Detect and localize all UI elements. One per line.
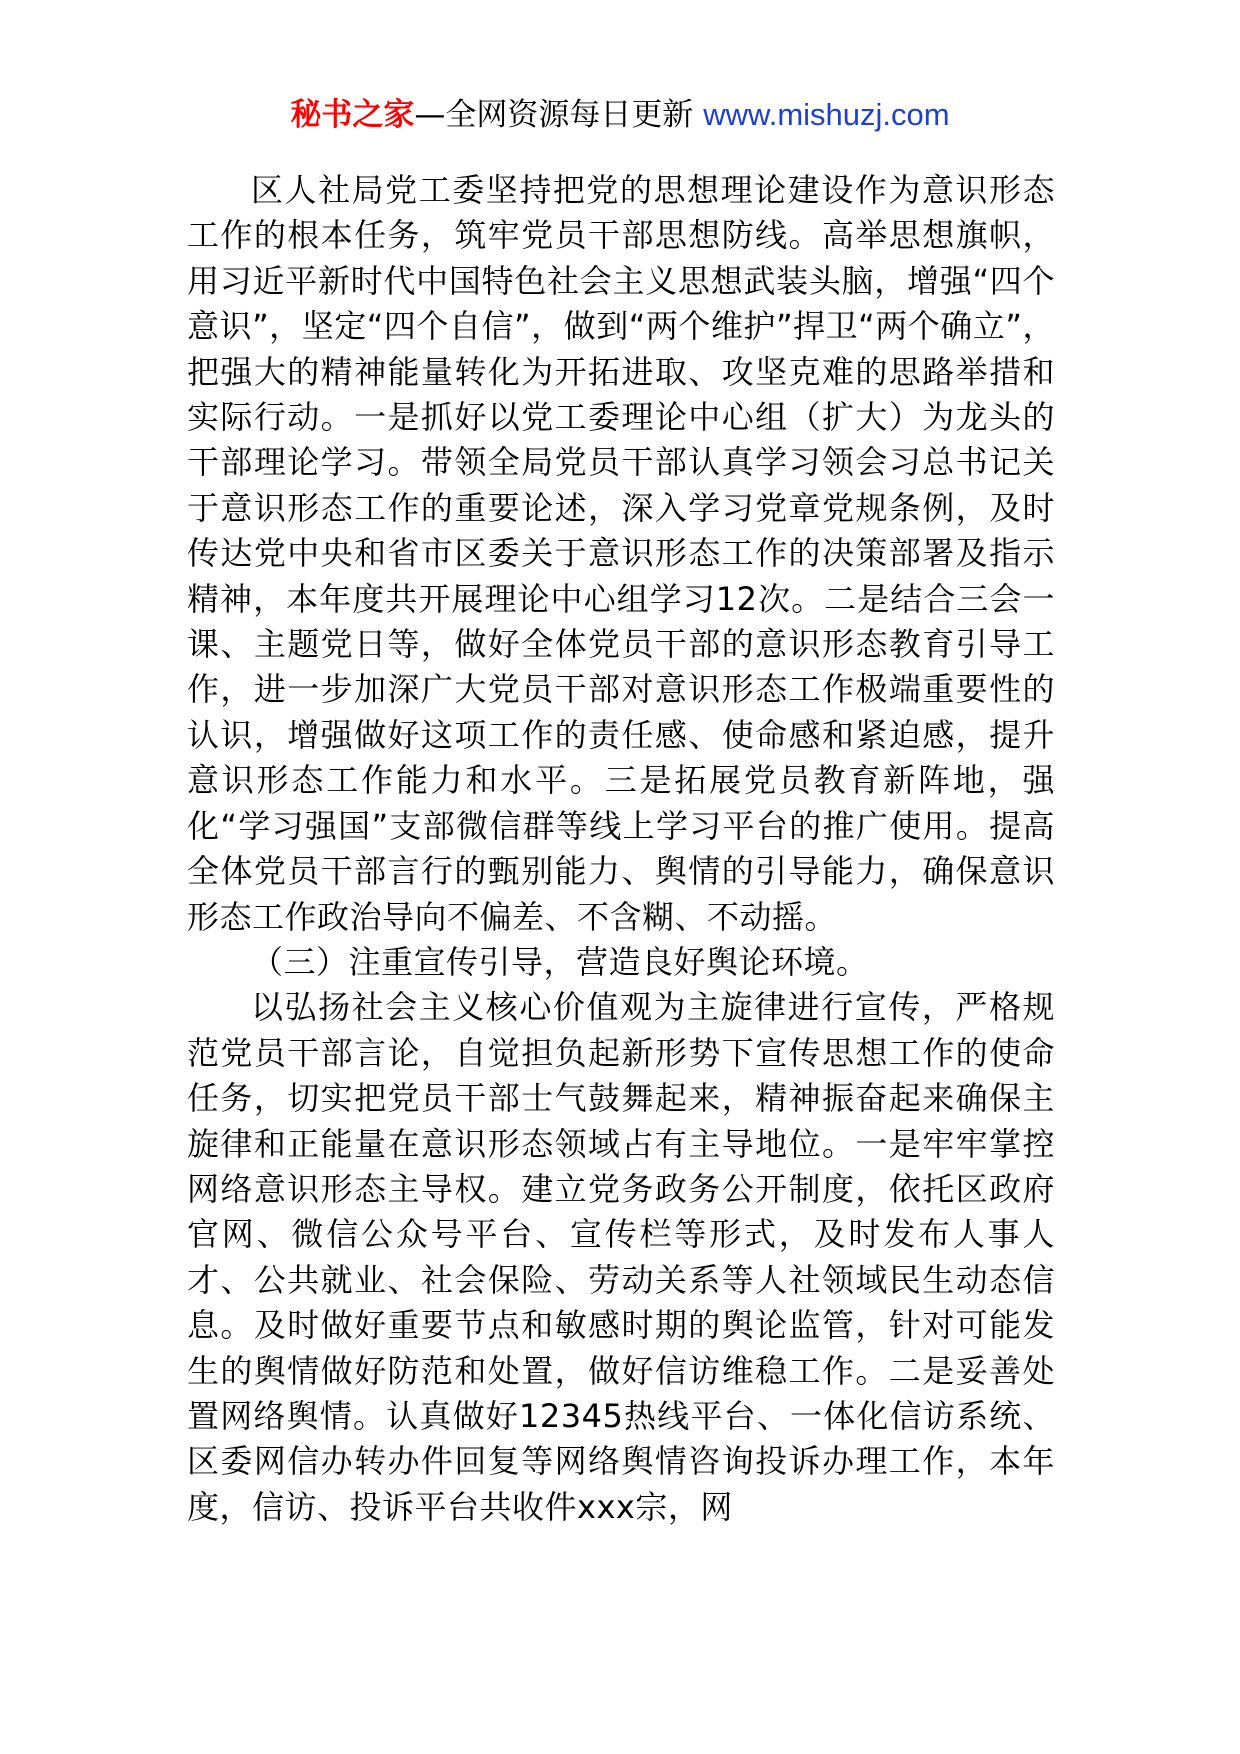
body-paragraph-2: 以弘扬社会主义核心价值观为主旋律进行宣传，严格规范党员干部言论，自觉担负起新形势下宣传思想工作的使命任务，切实把党员干部士气鼓舞起来，精神振奋起来确保主旋律和正能量在意识形态领域占有主导地位。一是牢牢掌控网络意识形态主导权。建立党务政务公开制度，依托区政府官网、微信公众号平台、宣传栏等形式，及时发布人事人才、公共就业、社会保险、劳动关系等人社领域民生动态信息。及时做好重要节点和敏感时期的舆论监管，针对可能发生的舆情做好防范和处置，做好信访维稳工作。二是妥善处置网络舆情。认真做好12345热线平台、一体化信访系统、区委网信办转办件回复等网络舆情咨询投诉办理工作，本年度，信访、投诉平台共收件xxx宗，网 (187, 988, 1055, 1526)
brand-name: 秘书之家 (290, 97, 415, 133)
page-header (0, 96, 1240, 134)
document-body (187, 168, 1055, 1530)
brand-tagline: —全网资源每日更新 (414, 97, 694, 133)
site-url-link[interactable]: www.mishuzj.com (703, 97, 950, 132)
section-heading: （三）注重宣传引导，营造良好舆论环境。 (251, 942, 869, 981)
body-paragraph-1: 区人社局党工委坚持把党的思想理论建设作为意识形态工作的根本任务，筑牢党员干部思想防线。高举思想旗帜，用习近平新时代中国特色社会主义思想武装头脑，增强“四个意识”，坚定“四个自信”，做到“两个维护”捍卫“两个确立”，把强大的精神能量转化为开拓进取、攻坚克难的思路举措和实际行动。一是抓好以党工委理论中心组（扩大）为龙头的干部理论学习。带领全局党员干部认真学习领会习总书记关于意识形态工作的重要论述，深入学习党章党规条例，及时传达党中央和省市区委关于意识形态工作的决策部署及指示精神，本年度共开展理论中心组学习12次。二是结合三会一课、主题党日等，做好全体党员干部的意识形态教育引导工作，进一步加深广大党员干部对意识形态工作极端重要性的认识，增强做好这项工作的责任感、使命感和紧迫感，提升意识形态工作能力和水平。三是拓展党员教育新阵地，强化“学习强国”支部微信群等线上学习平台的推广使用。提高全体党员干部言行的甄别能力、舆情的引导能力，确保意识形态工作政治导向不偏差、不含糊、不动摇。 (187, 171, 1055, 936)
